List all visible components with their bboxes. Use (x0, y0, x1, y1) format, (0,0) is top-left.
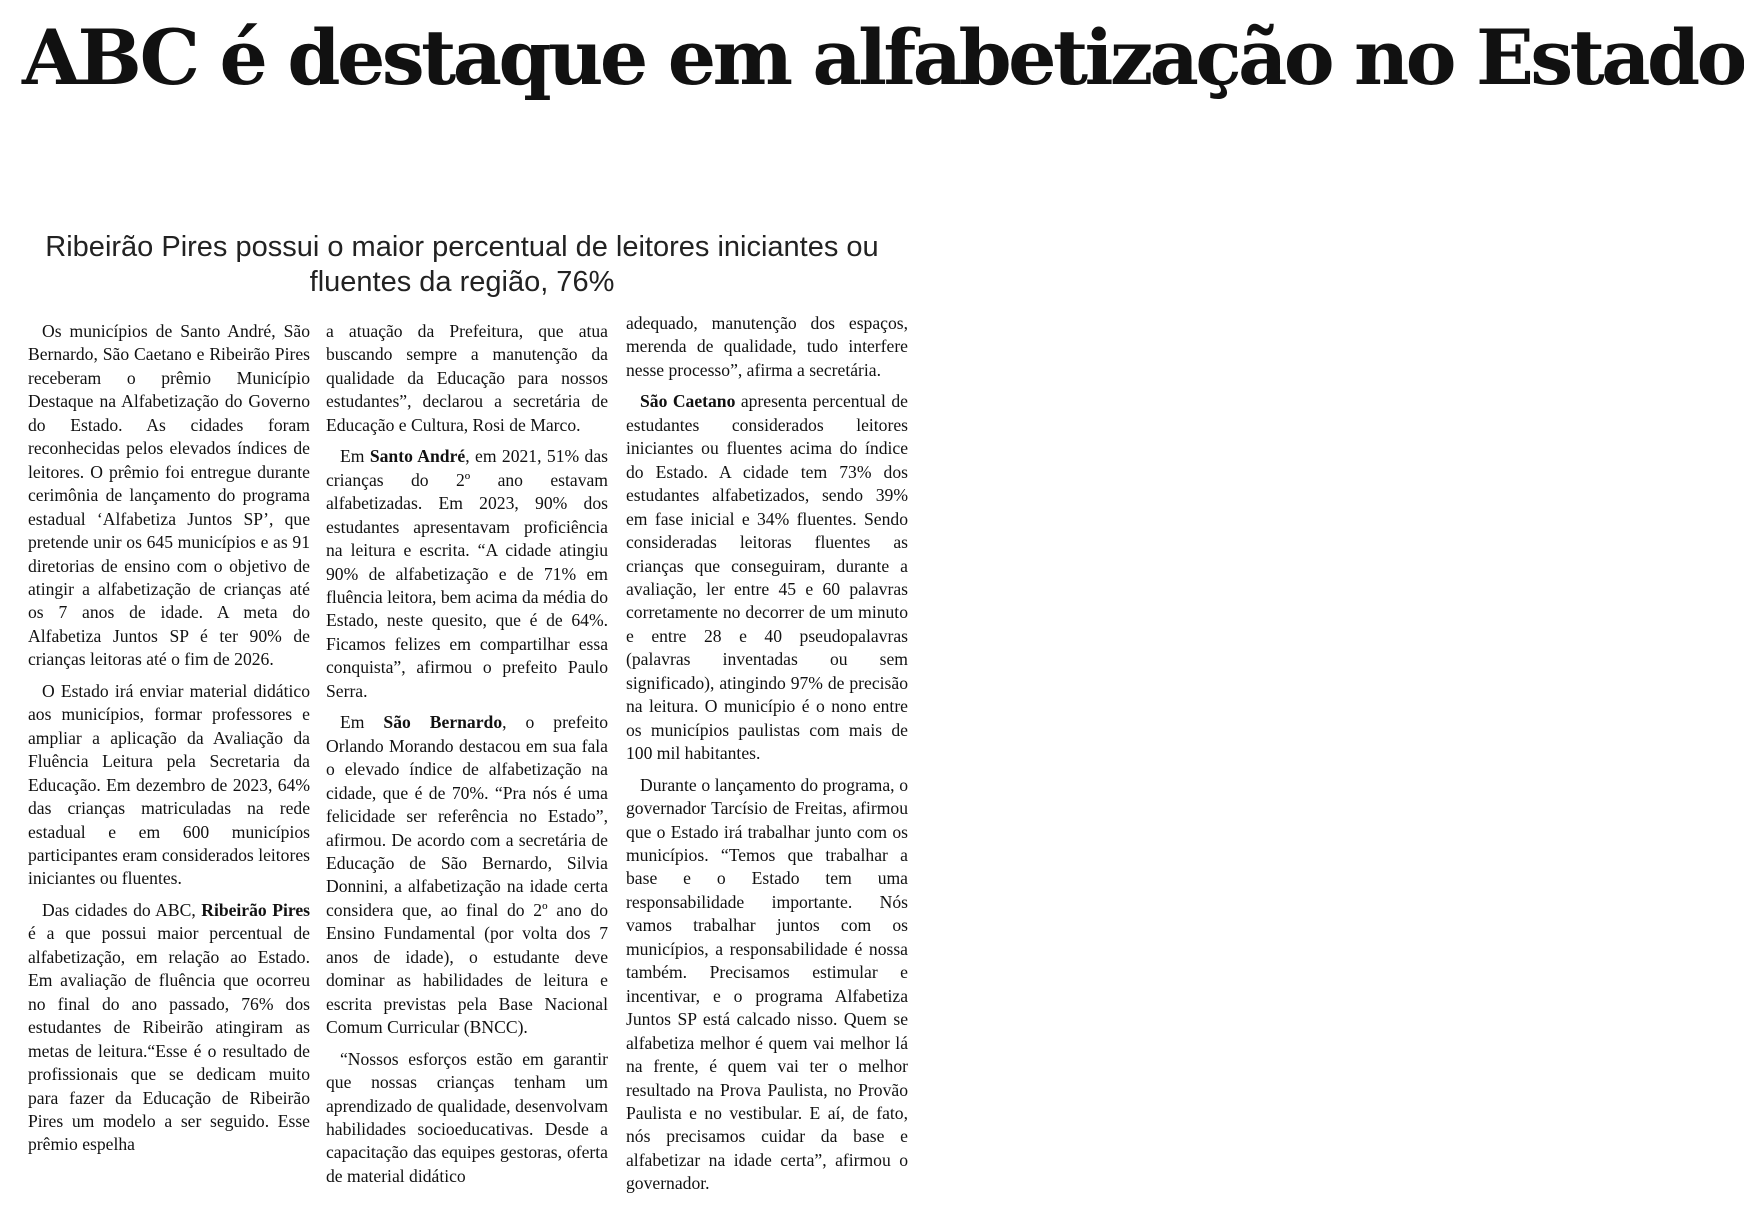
paragraph: a atuação da Prefeitura, que atua buscando sempre a manutenção da qualidade da Educação para nossos estudantes”, declarou a secretária de Educação e Cultura, Rosi de Marco. (326, 321, 608, 435)
paragraph (626, 390, 908, 765)
column-1 (28, 320, 310, 1165)
text-run: , em 2021, 51% das crianças do 2º ano estavam alfabetizadas. Em 2023, 90% dos estudantes apresentavam proficiência na leitura e escrita. “A cidade atingiu 90% de alfabetização e de 71% em fluência leitora, bem acima da média do Estado, neste quesito, que é de 64%. Ficamos felizes em compartilhar essa conquista”, afirmou o prefeito Paulo Serra. (326, 446, 608, 701)
paragraph: Os municípios de Santo André, São Bernardo, São Caetano e Ribeirão Pires receberam o prêmio Município Destaque na Alfabetização do Governo do Estado. As cidades foram reconhecidas pelos elevados índices de leitores. O prêmio foi entregue durante cerimônia de lançamento do programa estadual ‘Alfabetiza Juntos SP’, que pretende unir os 645 municípios e as 91 diretorias de ensino com o objetivo de atingir a alfabetização de crianças até os 7 anos de idade. A meta do Alfabetiza Juntos SP é ter 90% de crianças leitoras até o fim de 2026. (28, 321, 310, 670)
paragraph: adequado, manutenção dos espaços, merenda de qualidade, tudo interfere nesse processo”, afirma a secretária. (626, 313, 908, 380)
city-name-bold: São Bernardo (383, 712, 503, 733)
paragraph (28, 899, 310, 1157)
subheadline: Ribeirão Pires possui o maior percentual de leitores iniciantes ou fluentes da região, 76% (45, 231, 879, 298)
paragraph: O Estado irá enviar material didático aos municípios, formar professores e ampliar a aplicação da Avaliação da Fluência Leitura pela Secretaria da Educação. Em dezembro de 2023, 64% das crianças matriculadas na rede estadual e em 600 municípios participantes eram considerados leitores iniciantes ou fluentes. (28, 680, 310, 889)
city-name-bold: Ribeirão Pires (201, 899, 310, 920)
paragraph (326, 711, 608, 1039)
headline: ABC é destaque em alfabetização no Estado (22, 13, 1744, 102)
column-2 (326, 320, 608, 1196)
text-run: apresenta percentual de estudantes considerados leitores iniciantes ou fluentes acima do índice do Estado. A cidade tem 73% dos estudantes alfabetizados, sendo 39% em fase inicial e 34% fluentes. Sendo consideradas leitoras fluentes as crianças que conseguiram, durante a avaliação, ler entre 45 e 60 palavras corretamente no decorrer de um minuto e entre 28 e 40 pseudopalavras (palavras inventadas ou sem significado), atingindo 97% de precisão na leitura. O município é o nono entre os municípios paulistas com mais de 100 mil habitantes. (626, 391, 908, 764)
paragraph (326, 445, 608, 703)
city-name-bold: Santo André (369, 446, 466, 467)
paragraph: Durante o lançamento do programa, o governador Tarcísio de Freitas, afirmou que o Estado irá trabalhar junto com os municípios. “Temos que trabalhar a base e o Estado tem uma responsabilidade importante. Nós vamos trabalhar juntos com os municípios, a responsabilidade é nossa também. Precisamos estimular e incentivar, e o programa Alfabetiza Juntos SP está calcado nisso. Quem se alfabetiza melhor é quem vai melhor lá na frente, é quem vai ter o melhor resultado na Prova Paulista, no Provão Paulista e no vestibular. E aí, de fato, nós precisamos cuidar da base e alfabetizar na idade certa”, afirmou o governador. (626, 774, 908, 1194)
column-3 (626, 312, 908, 1204)
text-run: Das cidades do ABC, (42, 899, 202, 920)
text-run: Em (340, 712, 384, 733)
text-run: , o prefeito Orlando Morando destacou em sua fala o elevado índice de alfabetização na cidade, que é de 70%. “Pra nós é uma felicidade ser referência no Estado”, afirmou. De acordo com a secretária de Educação de São Bernardo, Silvia Donnini, a alfabetização na idade certa considera que, ao final do 2º ano do Ensino Fundamental (por volta dos 7 anos de idade), o estudante deve dominar as habilidades de leitura e escrita previstas pela Base Nacional Comum Curricular (BNCC). (326, 712, 608, 1038)
paragraph: “Nossos esforços estão em garantir que nossas crianças tenham um aprendizado de qualidade, desenvolvam habilidades socioeducativas. Desde a capacitação das equipes gestoras, oferta de material didático (326, 1048, 608, 1186)
text-run: é a que possui maior percentual de alfabetização, em relação ao Estado. Em avaliação de fluência que ocorreu no final do ano passado, 76% dos estudantes de Ribeirão atingiram as metas de leitura.“Esse é o resultado de profissionais que se dedicam muito para fazer da Educação de Ribeirão Pires um modelo a ser seguido. Esse prêmio espelha (28, 923, 310, 1155)
text-run: Em (340, 446, 370, 467)
city-name-bold: São Caetano (640, 391, 736, 412)
